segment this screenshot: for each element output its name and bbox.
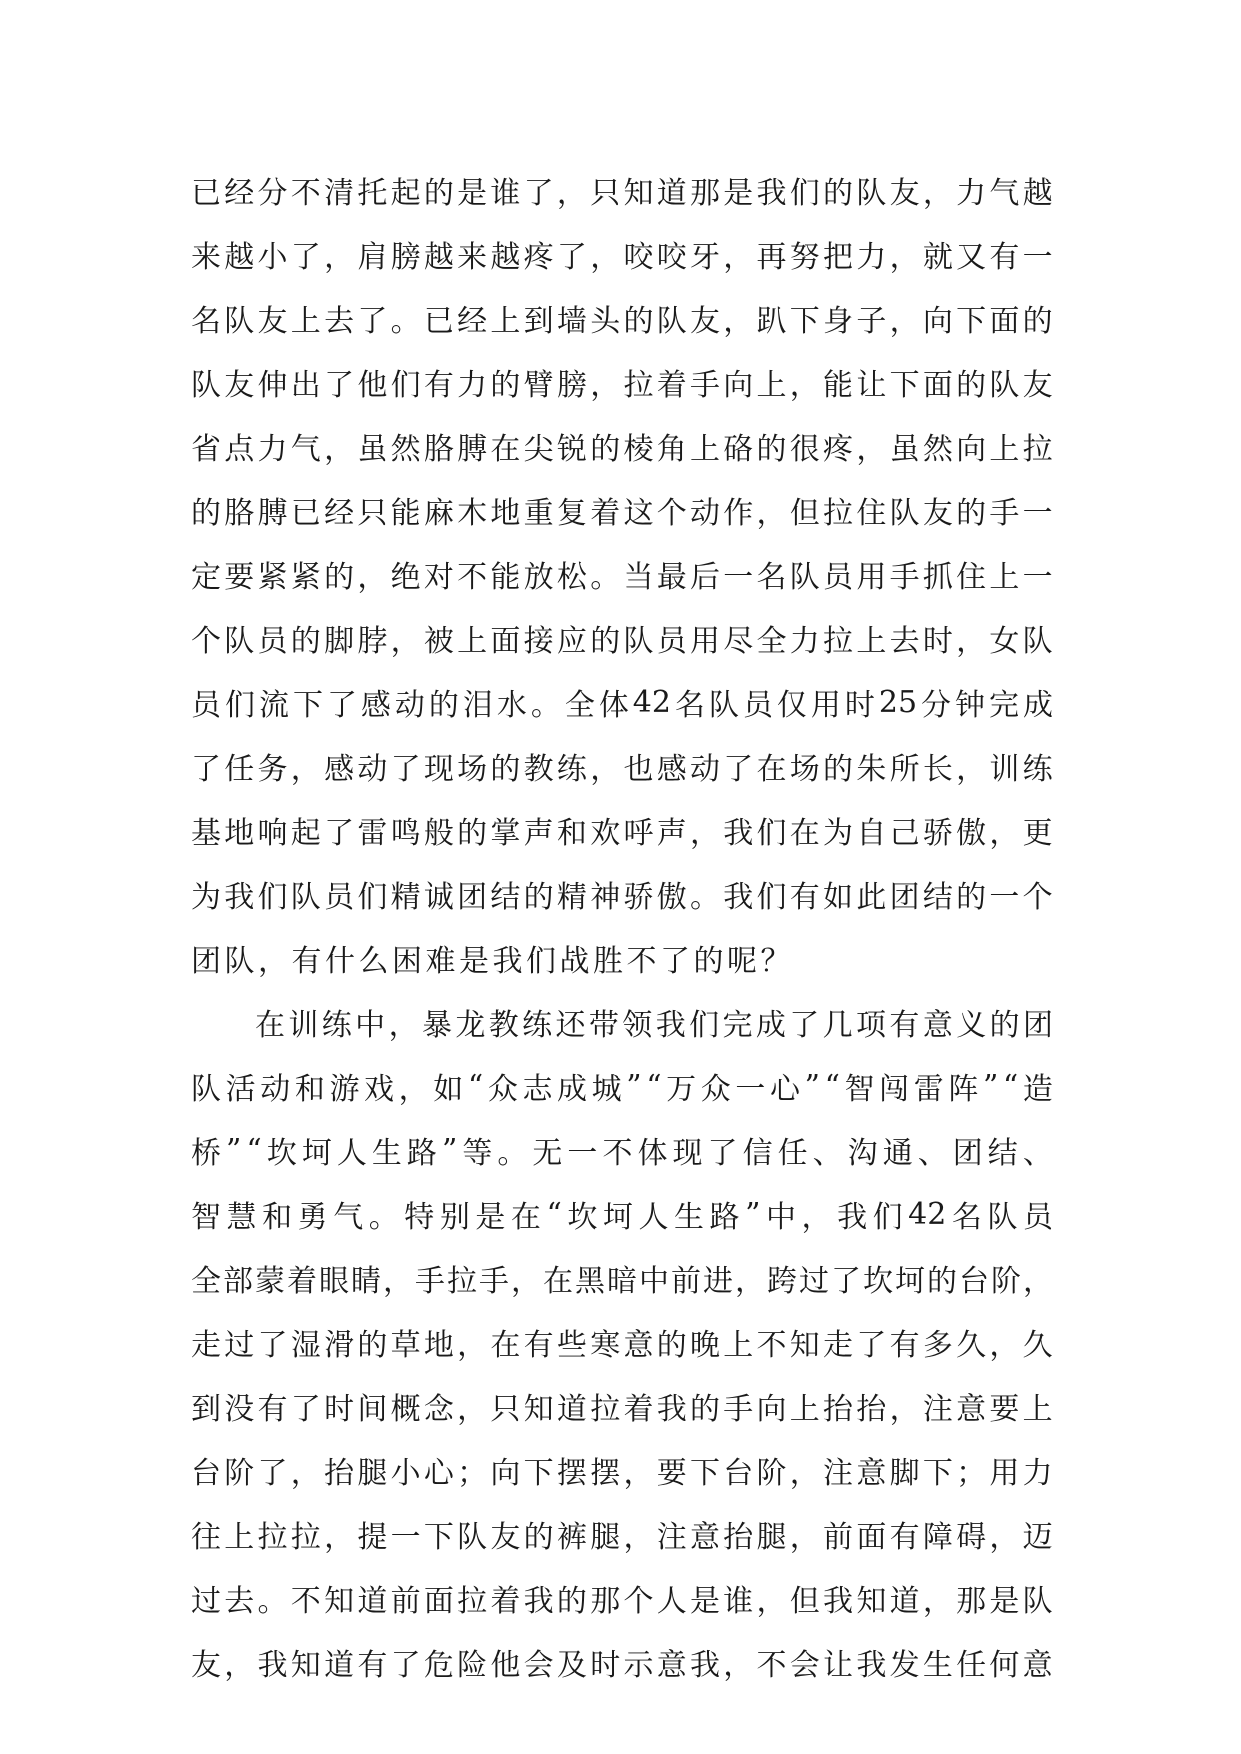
text-line: 桥 ” “ 坎 坷 人 生 路 ” 等 。 无 一 不 体 现 了 信 任 、 沟 通 、 团 结 、 xyxy=(191,1132,1053,1171)
text-line: 台 阶 了 ， 抬 腿 小 心 ； 向 下 摆 摆 ， 要 下 台 阶 ， 注 意 脚 下 ； 用 力 xyxy=(191,1456,1053,1491)
text-line: 个 队 员 的 脚 脖 ， 被 上 面 接 应 的 队 员 用 尽 全 力 拉 上 去 时 ， 女 队 xyxy=(191,624,1053,659)
text-line: 团 队 ， 有 什 么 困 难 是 我 们 战 胜 不 了 的 呢 ？ xyxy=(191,944,794,979)
body-text xyxy=(191,158,1053,1694)
text-line: 定 要 紧 紧 的 ， 绝 对 不 能 放 松 。 当 最 后 一 名 队 员 用 手 抓 住 上 一 xyxy=(191,560,1053,595)
text-line: 员 们 流 下 了 感 动 的 泪 水 。 全 体 42 名 队 员 仅 用 时 25 分 钟 完 成 xyxy=(191,684,1053,723)
text-line: 的 胳 膊 已 经 只 能 麻 木 地 重 复 着 这 个 动 作 ， 但 拉 住 队 友 的 手 一 xyxy=(191,496,1053,531)
text-line: 友 ， 我 知 道 有 了 危 险 他 会 及 时 示 意 我 ， 不 会 让 我 发 生 任 何 意 xyxy=(191,1648,1053,1683)
text-line: 队 友 伸 出 了 他 们 有 力 的 臂 膀 ， 拉 着 手 向 上 ， 能 让 下 面 的 队 友 xyxy=(191,368,1053,403)
text-line: 过 去 。 不 知 道 前 面 拉 着 我 的 那 个 人 是 谁 ， 但 我 知 道 ， 那 是 队 xyxy=(191,1584,1053,1619)
text-line: 往 上 拉 拉 ， 提 一 下 队 友 的 裤 腿 ， 注 意 抬 腿 ， 前 面 有 障 碍 ， 迈 xyxy=(191,1520,1053,1555)
text-line: 为 我 们 队 员 们 精 诚 团 结 的 精 神 骄 傲 。 我 们 有 如 此 团 结 的 一 个 xyxy=(191,880,1053,915)
text-line: 名 队 友 上 去 了 。 已 经 上 到 墙 头 的 队 友 ， 趴 下 身 子 ， 向 下 面 的 xyxy=(191,304,1053,339)
text-line: 智 慧 和 勇 气 。 特 别 是 在 “ 坎 坷 人 生 路 ” 中 ， 我 们 42 名 队 员 xyxy=(191,1196,1053,1235)
text-line: 基 地 响 起 了 雷 鸣 般 的 掌 声 和 欢 呼 声 ， 我 们 在 为 自 己 骄 傲 ， 更 xyxy=(191,816,1053,851)
text-line: 队 活 动 和 游 戏 ， 如 “ 众 志 成 城 ” “ 万 众 一 心 ” “ 智 闯 雷 阵 ” “ 造 xyxy=(191,1068,1053,1107)
text-line: 省 点 力 气 ， 虽 然 胳 膊 在 尖 锐 的 棱 角 上 硌 的 很 疼 ， 虽 然 向 上 拉 xyxy=(191,432,1053,467)
text-line: 已 经 分 不 清 托 起 的 是 谁 了 ， 只 知 道 那 是 我 们 的 队 友 ， 力 气 越 xyxy=(191,176,1053,211)
text-line: 到 没 有 了 时 间 概 念 ， 只 知 道 拉 着 我 的 手 向 上 抬 抬 ， 注 意 要 上 xyxy=(191,1392,1053,1427)
text-line: 走 过 了 湿 滑 的 草 地 ， 在 有 些 寒 意 的 晚 上 不 知 走 了 有 多 久 ， 久 xyxy=(191,1328,1053,1363)
text-line: 在 训 练 中 ， 暴 龙 教 练 还 带 领 我 们 完 成 了 几 项 有 意 义 的 团 xyxy=(255,1008,1053,1043)
text-line: 来 越 小 了 ， 肩 膀 越 来 越 疼 了 ， 咬 咬 牙 ， 再 努 把 力 ， 就 又 有 一 xyxy=(191,240,1053,275)
text-line: 全 部 蒙 着 眼 睛 ， 手 拉 手 ， 在 黑 暗 中 前 进 ， 跨 过 了 坎 坷 的 台 阶 ， xyxy=(191,1264,1053,1299)
text-line: 了 任 务 ， 感 动 了 现 场 的 教 练 ， 也 感 动 了 在 场 的 朱 所 长 ， 训 练 xyxy=(191,752,1053,787)
